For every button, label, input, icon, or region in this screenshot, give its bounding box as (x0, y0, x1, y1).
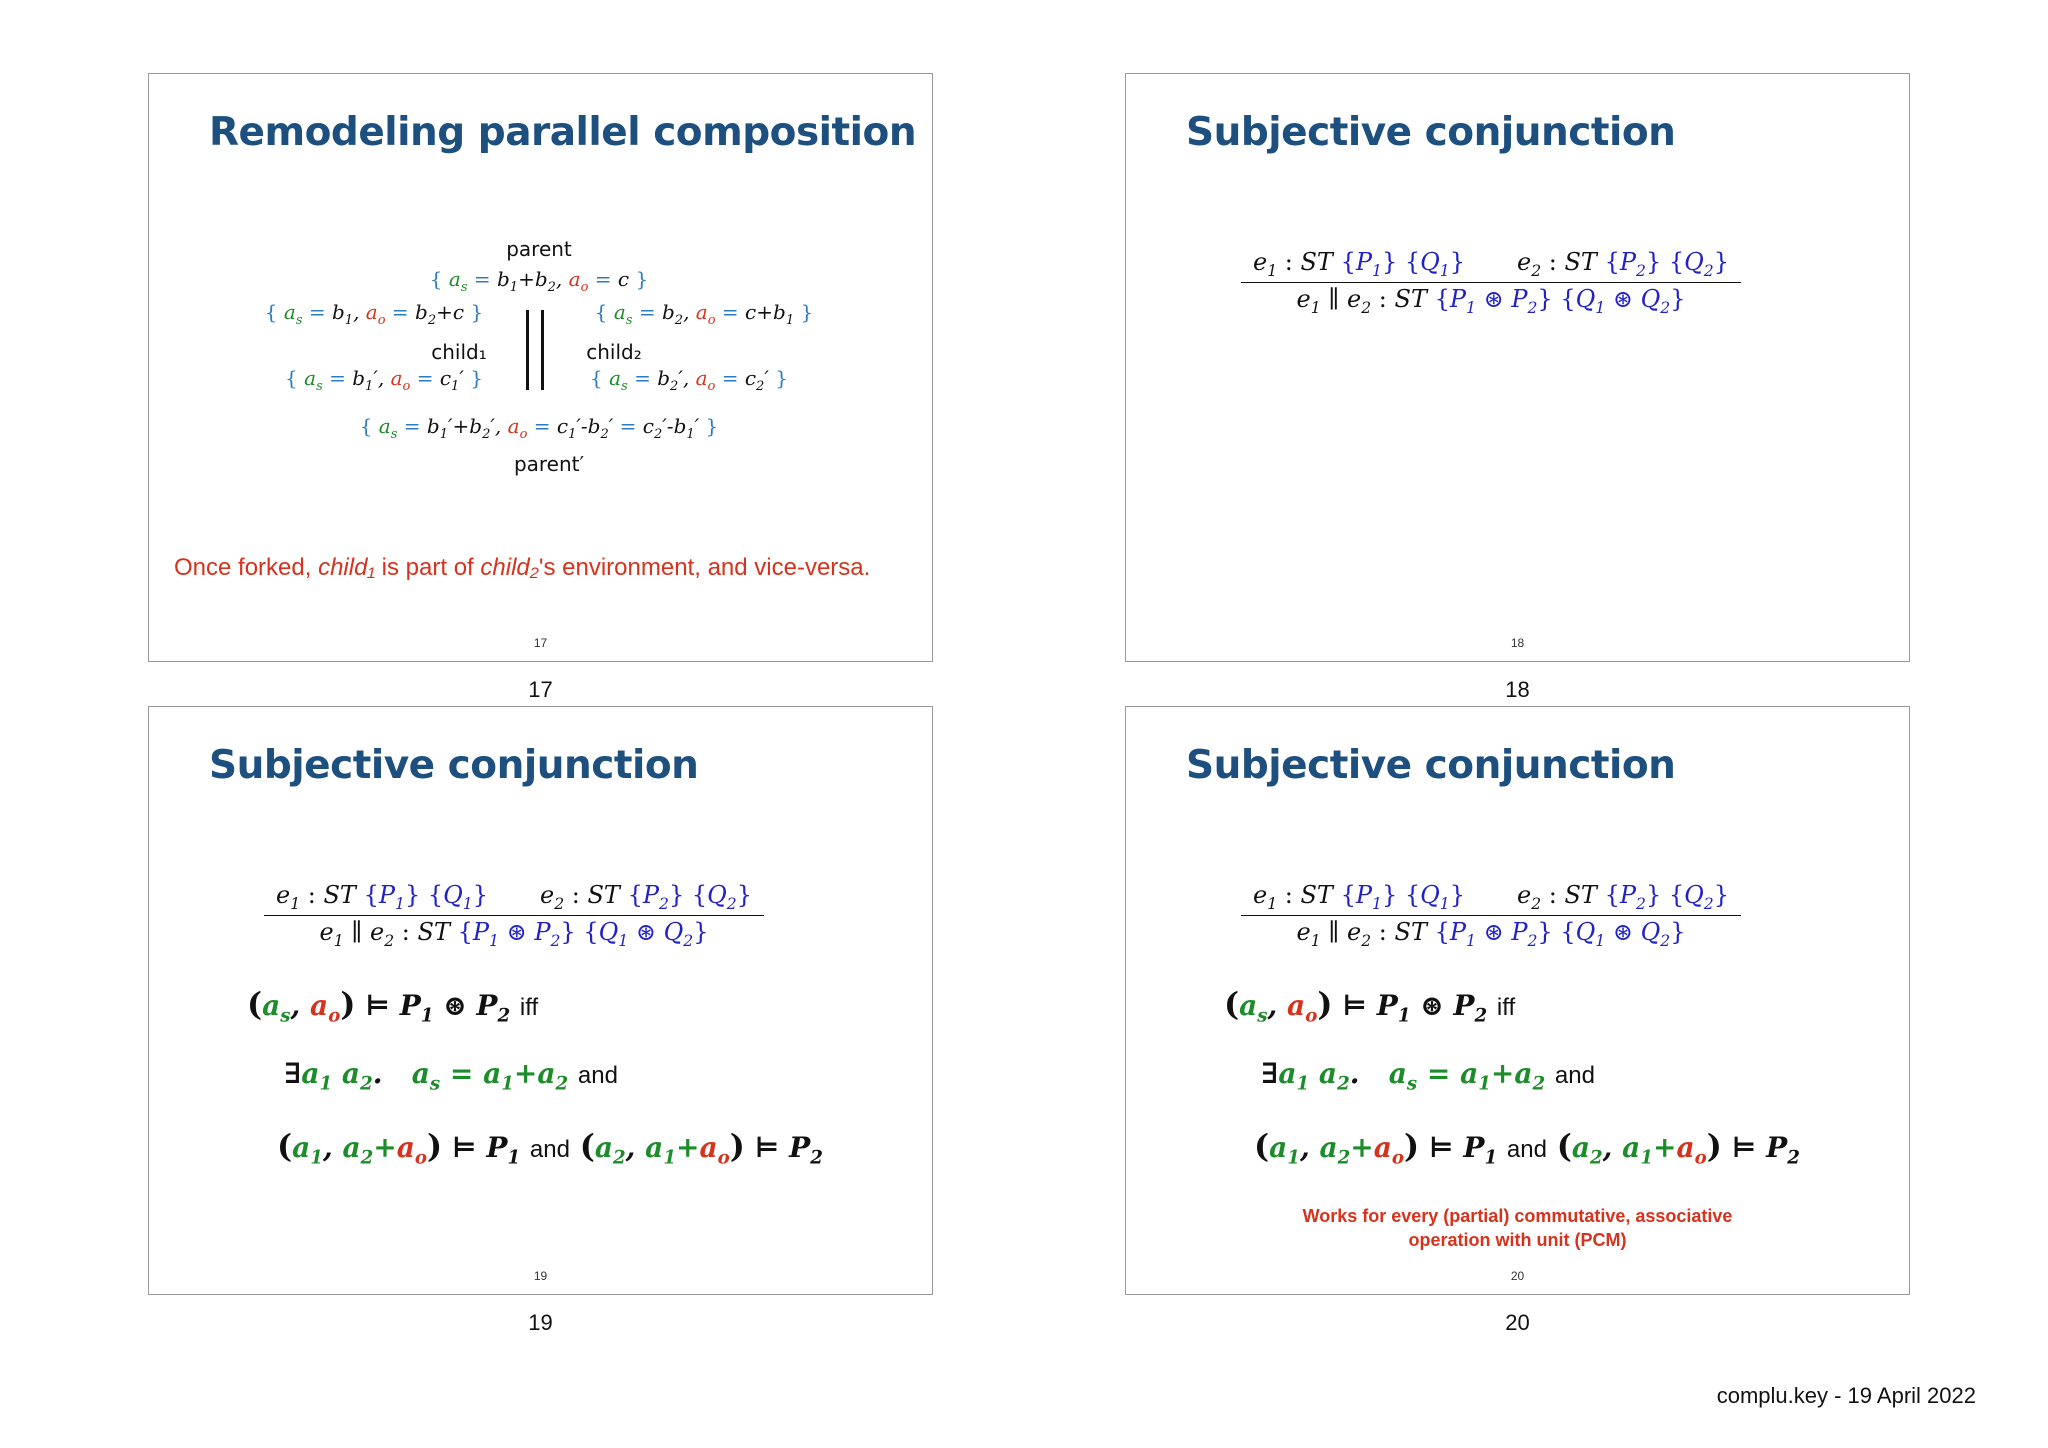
formula-exists: $\exists a_1$ $a_2$. $a_s = a_1+a_2$ and (1261, 1057, 1595, 1095)
formula-split: ($a_1$, $a_2+a_o$) ⊨ $P_1$ and ($a_2$, $a_1+a_o$) ⊨ $P_2$ (1254, 1127, 1800, 1169)
inference-rule: $e_1$ : ST $\{P_1\}$ $\{Q_1\}$ $e_2$ : ST $\{P_2\}$ $\{Q_2\}$ $e_1$ ∥ $e_2$ : ST {$P_1$ ⊛ $P_2$} {$Q_1$ ⊛ $Q_2$} (1241, 248, 1741, 317)
page-number: 20 (1510, 1269, 1525, 1283)
parallel-bar-right (541, 310, 544, 390)
page-number: 19 (533, 1269, 548, 1283)
slide-caption-18: 18 (1505, 677, 1530, 702)
slide-caption-19: 19 (528, 1310, 553, 1335)
pcm-note: Works for every (partial) commutative, associative operation with unit (PCM) (1302, 1206, 1733, 1250)
document-footer: complu.key - 19 April 2022 (1716, 1383, 1976, 1408)
inference-rule: $e_1$ : ST $\{P_1\}$ $\{Q_1\}$ $e_2$ : ST $\{P_2\}$ $\{Q_2\}$ $e_1$ ∥ $e_2$ : ST {$P_1$ ⊛ $P_2$} {$Q_1$ ⊛ $Q_2$} (1241, 881, 1741, 950)
page-number: 18 (1510, 636, 1525, 650)
slide-19 (148, 706, 933, 1295)
slide-caption-17: 17 (528, 677, 553, 702)
parent-final-state: { $a_s = b_1'+b_2'$, $a_o = c_1'-b_2' = c_2'-b_1'$ } (359, 414, 719, 442)
parallel-bar-left (526, 310, 529, 390)
formula-exists: $\exists a_1$ $a_2$. $a_s = a_1+a_2$ and (284, 1057, 618, 1095)
parent-state: { $a_s = b_1+b_2$, $a_o = c$ } (429, 267, 649, 295)
parent-label: parent (506, 237, 572, 261)
child2-final-state: { $a_s = b_2'$, $a_o = c_2'$ } (590, 366, 788, 394)
slide-title: Subjective conjunction (1186, 110, 1676, 155)
fork-note: Once forked, child₁ is part of child₂'s environment, and vice-versa. (174, 554, 871, 581)
slide-20 (1125, 706, 1910, 1295)
formula-iff: ($a_s$, $a_o$) ⊨ $P_1$ ⊛ $P_2$ iff (247, 985, 539, 1027)
slide-title: Subjective conjunction (1186, 743, 1676, 788)
parent-prime-label: parent′ (513, 452, 585, 476)
child1-final-state: { $a_s = b_1'$, $a_o = c_1'$ } (285, 366, 483, 394)
child2-label: child₂ (586, 340, 642, 364)
child1-label: child₁ (431, 340, 487, 364)
formula-split: ($a_1$, $a_2+a_o$) ⊨ $P_1$ and ($a_2$, $a_1+a_o$) ⊨ $P_2$ (277, 1127, 823, 1169)
slide-18 (1125, 73, 1910, 662)
slide-17 (148, 73, 933, 662)
child1-state: { $a_s = b_1$, $a_o = b_2+c$ } (264, 300, 484, 328)
slide-caption-20: 20 (1505, 1310, 1530, 1335)
child2-state: { $a_s = b_2$, $a_o = c+b_1$ } (594, 300, 814, 328)
page-number: 17 (533, 636, 548, 650)
formula-iff: ($a_s$, $a_o$) ⊨ $P_1$ ⊛ $P_2$ iff (1224, 985, 1516, 1027)
inference-rule: $e_1$ : ST $\{P_1\}$ $\{Q_1\}$ $e_2$ : ST $\{P_2\}$ $\{Q_2\}$ $e_1$ ∥ $e_2$ : ST {$P_1$ ⊛ $P_2$} {$Q_1$ ⊛ $Q_2$} (264, 881, 764, 950)
slide-title: Remodeling parallel composition (209, 110, 917, 155)
slide-title: Subjective conjunction (209, 743, 699, 788)
